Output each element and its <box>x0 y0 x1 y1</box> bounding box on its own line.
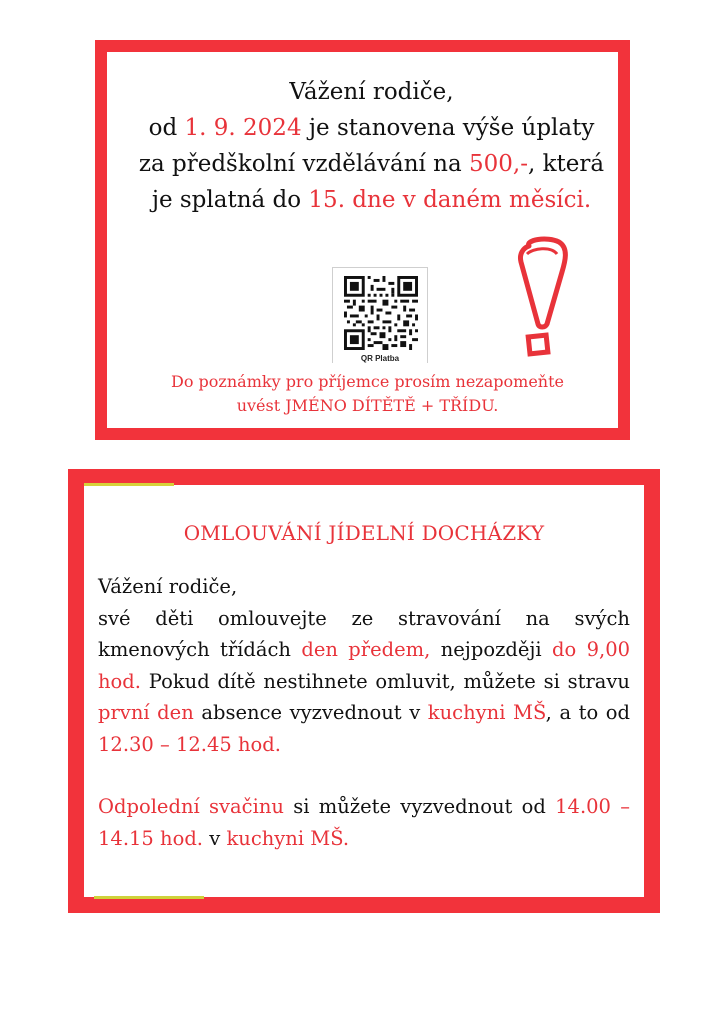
first-day: první den <box>98 701 194 724</box>
greeting: Vážení rodiče, <box>98 575 238 598</box>
text-fragment: nejpozději <box>430 638 553 661</box>
snack-label: Odpolední svačinu <box>98 795 284 818</box>
kitchen-location: kuchyni MŠ <box>427 701 546 724</box>
text-fragment: , která je splatná do <box>151 151 605 213</box>
qr-label: QR Platba <box>333 354 427 363</box>
due-date: 15. dne v daném měsíci. <box>308 187 592 213</box>
qr-code-icon <box>344 276 418 350</box>
pickup-time: 12.30 – 12.45 hod. <box>98 732 281 756</box>
deadline-time: do 9,00 hod. <box>98 638 631 693</box>
meal-absence-notice-box <box>68 469 660 913</box>
paragraph-snack <box>98 791 630 854</box>
notice-title: OMLOUVÁNÍ JÍDELNÍ DOCHÁZKY <box>183 521 545 545</box>
text-fragment: Pokud dítě nestihnete omluvit, můžete si stravu <box>140 669 630 693</box>
text-fragment: své děti omlouvejte ze stravování na svých kmenových třídách <box>98 606 630 661</box>
greeting: Vážení rodiče, <box>289 79 454 105</box>
text-fragment: od <box>148 115 185 141</box>
payment-note <box>127 370 608 418</box>
exclamation-mark-icon <box>507 232 577 362</box>
payment-notice-box <box>95 40 630 440</box>
note-line-1: Do poznámky pro příjemce prosím nezapomeňte <box>171 372 564 391</box>
text-fragment: absence vyzvednout v <box>193 701 428 724</box>
decorative-accent <box>94 896 204 899</box>
snack-kitchen-location: kuchyni MŠ. <box>226 826 350 850</box>
text-fragment: v <box>203 826 227 850</box>
text-fragment: , a to od <box>545 701 631 724</box>
fee-amount: 500,- <box>469 151 528 177</box>
snack-time: 14.00 – 14.15 hod. <box>98 795 630 850</box>
start-date: 1. 9. 2024 <box>184 115 302 141</box>
text-fragment: je stanovena výše úplaty za předškolní vzdělávání na <box>138 115 595 177</box>
note-line-2: uvést JMÉNO DÍTĚTĚ + TŘÍDU. <box>236 396 499 415</box>
deadline-day-before: den předem, <box>301 638 431 661</box>
paragraph-absence <box>98 603 630 761</box>
qr-payment-code[interactable] <box>332 267 428 363</box>
payment-notice-text <box>135 74 608 218</box>
text-fragment: si můžete vyzvednout od <box>283 795 556 818</box>
notice-body <box>98 571 630 854</box>
decorative-accent <box>84 483 174 486</box>
